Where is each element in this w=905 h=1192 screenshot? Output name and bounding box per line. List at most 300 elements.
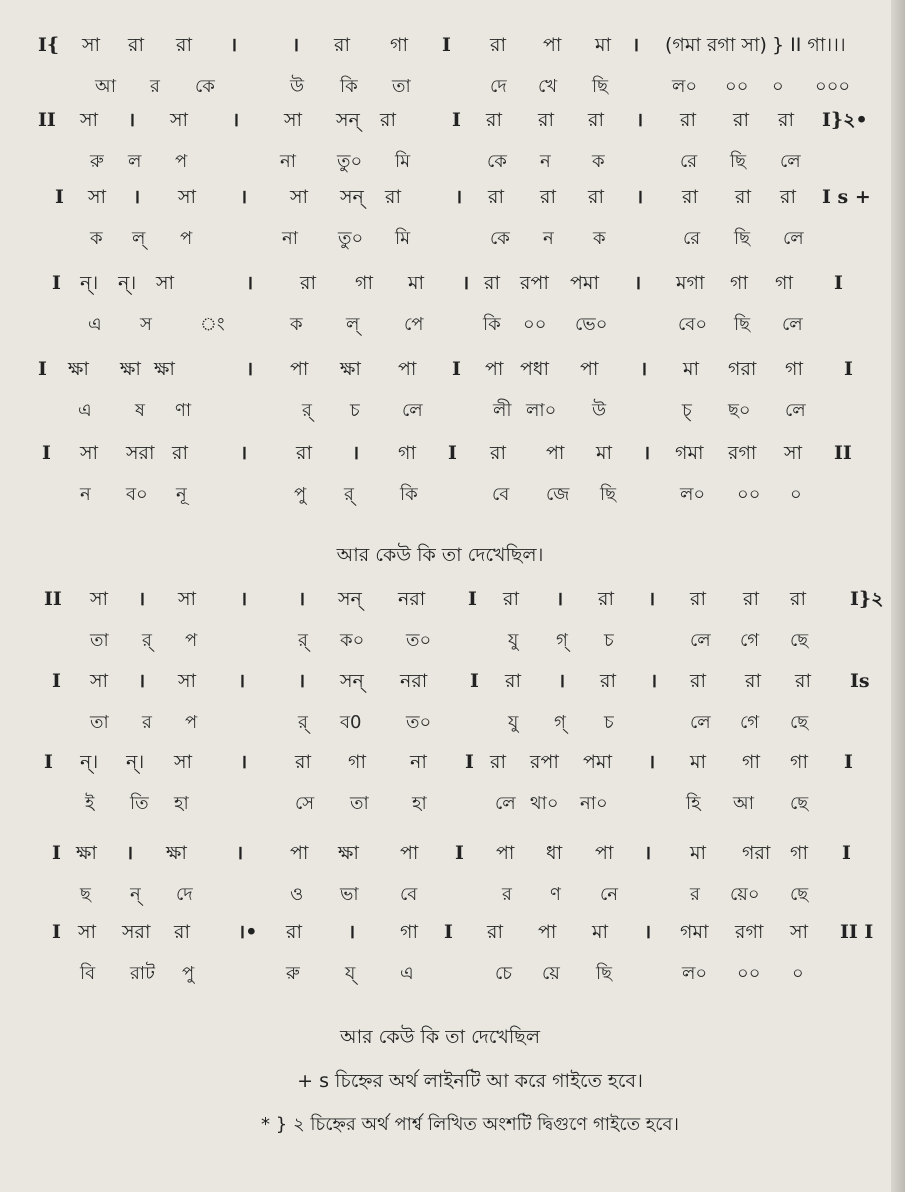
note-symbol: রা xyxy=(172,442,188,464)
note-symbol: ন্। xyxy=(126,751,145,773)
lyric-syllable: আ xyxy=(95,76,116,97)
lyric-syllable: ণ xyxy=(550,884,561,905)
bar-mark: II xyxy=(834,442,852,464)
note-symbol: সা xyxy=(790,921,809,943)
bar-mark: I xyxy=(52,670,61,692)
lyric-syllable: তু০ xyxy=(338,228,364,249)
lyric-syllable: লে xyxy=(690,712,711,733)
lyric-syllable: কি xyxy=(400,484,418,505)
lyric-syllable: এ xyxy=(88,314,102,335)
note-symbol: সা xyxy=(82,34,101,56)
lyric-syllable: পে xyxy=(404,314,424,335)
lyric-syllable: পু xyxy=(182,963,195,984)
lyric-syllable: ভে০ xyxy=(575,314,608,335)
lyric-syllable: ক xyxy=(593,228,606,249)
lyric-syllable: মি xyxy=(395,228,411,249)
note-symbol: সা xyxy=(174,751,193,773)
bar-mark: । xyxy=(648,588,656,610)
note-symbol: পা xyxy=(496,842,515,864)
lyric-syllable: রে xyxy=(683,228,701,249)
note-symbol: না xyxy=(410,751,427,773)
note-symbol: রা xyxy=(743,588,759,610)
bar-mark: I xyxy=(52,842,61,864)
lyric-syllable: চ্ xyxy=(682,400,692,421)
lyric-syllable: ছ০ xyxy=(728,400,751,421)
lyric-syllable: রু xyxy=(90,151,104,172)
lyric-row xyxy=(0,222,880,256)
note-symbol: গা xyxy=(348,751,366,773)
note-symbol: ক্ষা xyxy=(338,842,359,864)
lyric-syllable: লে xyxy=(782,314,803,335)
lyric-row xyxy=(0,878,880,912)
note-symbol: পমা xyxy=(570,272,599,294)
lyric-syllable: ০ xyxy=(790,484,802,505)
lyric-syllable: হি xyxy=(686,793,701,814)
bar-mark: I xyxy=(38,358,47,380)
lyric-syllable: ই xyxy=(85,793,95,814)
refrain-line-1: আর কেউ কি তা দেখেছিল। xyxy=(336,544,544,566)
note-symbol: রা xyxy=(488,186,504,208)
bar-mark: । xyxy=(246,358,254,380)
note-symbol: গা xyxy=(775,272,793,294)
bar-mark: I xyxy=(448,442,457,464)
bar-mark: ।• xyxy=(238,921,258,943)
note-symbol: গা xyxy=(790,842,808,864)
bar-mark: । xyxy=(643,442,651,464)
bar-mark: । xyxy=(232,109,240,131)
lyric-syllable: তা xyxy=(350,793,369,814)
lyric-syllable: ছি xyxy=(730,151,747,172)
lyric-syllable: ছি xyxy=(592,76,609,97)
lyric-syllable: লে xyxy=(690,630,711,651)
note-symbol: গা xyxy=(730,272,748,294)
note-symbol: ক্ষা xyxy=(166,842,187,864)
lyric-syllable: র্ xyxy=(142,630,152,651)
lyric-syllable: ছি xyxy=(734,314,751,335)
bar-mark: । xyxy=(138,670,146,692)
note-symbol: ন্। xyxy=(80,751,99,773)
note-symbol: রা xyxy=(295,751,311,773)
note-symbol: রা xyxy=(385,186,401,208)
lyric-syllable: লে xyxy=(785,400,806,421)
note-symbol: সা xyxy=(170,109,189,131)
note-symbol: রা xyxy=(780,186,796,208)
bar-mark: । xyxy=(133,186,141,208)
note-symbol: রা xyxy=(490,34,506,56)
note-symbol: রা xyxy=(286,921,302,943)
lyric-syllable: র্ xyxy=(302,400,312,421)
note-symbol: নরা xyxy=(398,588,426,610)
bar-mark: I s + xyxy=(822,186,871,208)
lyric-syllable: লী xyxy=(493,400,512,421)
bar-mark: । xyxy=(648,751,656,773)
lyric-syllable: খে xyxy=(538,76,558,97)
bar-mark: II xyxy=(38,109,56,131)
notation-row xyxy=(0,436,880,470)
note-symbol: সন্ xyxy=(338,588,362,610)
note-symbol: পা xyxy=(595,842,614,864)
lyric-syllable: ছে xyxy=(790,884,809,905)
lyric-syllable: প xyxy=(185,630,198,651)
bar-mark: I xyxy=(44,751,53,773)
note-symbol: রা xyxy=(486,109,502,131)
lyric-syllable: ক xyxy=(290,314,303,335)
lyric-syllable: কে xyxy=(490,228,510,249)
lyric-syllable: সে xyxy=(295,793,315,814)
bar-mark: । xyxy=(558,670,566,692)
lyric-syllable: ছি xyxy=(734,228,751,249)
note-symbol: রপা xyxy=(530,751,559,773)
lyric-syllable: ষ xyxy=(135,400,145,421)
lyric-syllable: ব0 xyxy=(340,712,362,733)
lyric-syllable: ছে xyxy=(790,712,809,733)
note-symbol: গা xyxy=(742,751,760,773)
lyric-syllable: রু xyxy=(286,963,300,984)
lyric-syllable: উ xyxy=(290,76,305,97)
note-symbol: রা xyxy=(735,186,751,208)
lyric-syllable: র্ xyxy=(298,712,308,733)
lyric-syllable: হা xyxy=(412,793,427,814)
lyric-syllable: লে xyxy=(783,228,804,249)
lyric-syllable: এ xyxy=(78,400,92,421)
bar-mark: । xyxy=(240,751,248,773)
bar-mark: I xyxy=(444,921,453,943)
lyric-syllable: না xyxy=(282,228,298,249)
lyric-syllable: য্ xyxy=(345,963,356,984)
lyric-syllable: পু xyxy=(294,484,307,505)
note-symbol: ন্। xyxy=(118,272,137,294)
notation-row xyxy=(0,664,880,698)
lyric-syllable: যু xyxy=(508,712,519,733)
lyric-syllable: কি xyxy=(483,314,501,335)
note-symbol: সন্ xyxy=(340,670,364,692)
bar-mark: । xyxy=(230,34,238,56)
lyric-syllable: রাট xyxy=(130,963,155,984)
lyric-syllable: ব০ xyxy=(126,484,148,505)
footnote-repeat: + s চিহ্নের অর্থ লাইনটি আ করে গাইতে হবে। xyxy=(297,1070,643,1092)
note-symbol: রপা xyxy=(520,272,549,294)
lyric-syllable: না xyxy=(280,151,296,172)
bar-mark: । xyxy=(462,272,470,294)
note-symbol: পধা xyxy=(520,358,550,380)
lyric-syllable: জে xyxy=(546,484,570,505)
lyric-syllable: না০ xyxy=(580,793,608,814)
note-symbol: রা xyxy=(176,34,192,56)
lyric-syllable: র্ xyxy=(344,484,354,505)
lyric-syllable: ০০০ xyxy=(815,76,851,97)
note-symbol: মা xyxy=(683,358,700,380)
note-symbol: সা xyxy=(784,442,803,464)
note-symbol: গমা xyxy=(680,921,709,943)
bar-mark: । xyxy=(640,358,648,380)
lyric-row xyxy=(0,145,880,179)
note-symbol: রা xyxy=(745,670,761,692)
lyric-syllable: রে xyxy=(680,151,698,172)
bar-mark: I xyxy=(834,272,843,294)
note-symbol: রা xyxy=(600,670,616,692)
lyric-syllable: য়ে xyxy=(542,963,560,984)
bar-mark: I xyxy=(842,842,851,864)
bar-mark: । xyxy=(236,842,244,864)
lyric-syllable: চ xyxy=(604,712,614,733)
bar-mark: II I xyxy=(840,921,874,943)
bar-mark: I xyxy=(470,670,479,692)
bar-mark: । xyxy=(292,34,300,56)
note-symbol: রা xyxy=(487,921,503,943)
lyric-syllable: কি xyxy=(340,76,358,97)
note-symbol: রা xyxy=(503,588,519,610)
note-symbol: মা xyxy=(595,34,612,56)
note-symbol: ক্ষা xyxy=(340,358,361,380)
lyric-syllable: চ xyxy=(350,400,360,421)
lyric-row xyxy=(0,706,880,740)
note-symbol: গা xyxy=(790,751,808,773)
notation-row xyxy=(0,266,880,300)
lyric-syllable: ০ xyxy=(772,76,784,97)
bar-mark: । xyxy=(348,921,356,943)
note-symbol: ক্ষা xyxy=(76,842,97,864)
note-symbol: রা xyxy=(682,186,698,208)
lyric-syllable: কে xyxy=(195,76,215,97)
note-symbol: সরা xyxy=(126,442,155,464)
lyric-syllable: চে xyxy=(495,963,513,984)
note-symbol: সন্ xyxy=(336,109,360,131)
note-symbol: পা xyxy=(485,358,504,380)
note-symbol: ধা xyxy=(546,842,563,864)
note-symbol: সা xyxy=(78,921,97,943)
lyric-syllable: ভা xyxy=(340,884,359,905)
lyric-syllable: এ xyxy=(400,963,414,984)
note-symbol: সা xyxy=(290,186,309,208)
lyric-syllable: ত০ xyxy=(406,630,432,651)
note-symbol: সা xyxy=(90,588,109,610)
lyric-syllable: বি xyxy=(80,963,96,984)
lyric-row xyxy=(0,70,880,104)
lyric-syllable: র xyxy=(142,712,152,733)
notation-row xyxy=(0,28,880,62)
bar-mark: । xyxy=(138,588,146,610)
bar-mark: । xyxy=(650,670,658,692)
note-symbol: গমা xyxy=(675,442,704,464)
lyric-syllable: প xyxy=(185,712,198,733)
note-symbol: নরা xyxy=(400,670,428,692)
notation-row xyxy=(0,180,880,214)
note-symbol: মা xyxy=(408,272,425,294)
note-symbol: রা xyxy=(490,442,506,464)
note-symbol: পা xyxy=(290,842,309,864)
lyric-row xyxy=(0,624,880,658)
lyric-syllable: ছে xyxy=(790,793,809,814)
note-symbol: রা xyxy=(334,34,350,56)
lyric-row xyxy=(0,394,880,428)
note-symbol: মগা xyxy=(676,272,705,294)
refrain-line-2: আর কেউ কি তা দেখেছিল xyxy=(340,1026,540,1048)
lyric-syllable: ছি xyxy=(600,484,617,505)
lyric-syllable: চ xyxy=(604,630,614,651)
bar-mark: । xyxy=(126,842,134,864)
lyric-syllable: লে xyxy=(495,793,516,814)
lyric-syllable: ত০ xyxy=(406,712,432,733)
note-symbol: ক্ষা xyxy=(68,358,89,380)
note-symbol: রা xyxy=(778,109,794,131)
lyric-syllable: ল্ xyxy=(346,314,360,335)
note-symbol: গরা xyxy=(742,842,771,864)
note-symbol: পা xyxy=(580,358,599,380)
lyric-syllable: যু xyxy=(508,630,519,651)
lyric-syllable: গে xyxy=(740,630,760,651)
note-symbol: সরা xyxy=(122,921,151,943)
lyric-syllable: ল০ xyxy=(672,76,698,97)
note-symbol: পমা xyxy=(583,751,612,773)
note-symbol: রা xyxy=(128,34,144,56)
bar-mark: । xyxy=(246,272,254,294)
note-symbol: রা xyxy=(538,109,554,131)
lyric-syllable: গে xyxy=(740,712,760,733)
lyric-row xyxy=(0,478,880,512)
note-symbol: সা xyxy=(178,588,197,610)
bar-mark: । xyxy=(298,670,306,692)
note-symbol: সা xyxy=(156,272,175,294)
note-symbol: সা xyxy=(80,109,99,131)
note-symbol: সা xyxy=(178,670,197,692)
bar-mark: । xyxy=(556,588,564,610)
lyric-syllable: ছে xyxy=(790,630,809,651)
bar-mark: । xyxy=(644,842,652,864)
note-symbol: রা xyxy=(588,186,604,208)
lyric-syllable: তি xyxy=(130,793,149,814)
notation-row xyxy=(0,103,880,137)
bar-mark: I xyxy=(465,751,474,773)
bar-mark: । xyxy=(636,109,644,131)
note-symbol: রা xyxy=(490,751,506,773)
note-symbol: সন্ xyxy=(340,186,364,208)
note-symbol: সা xyxy=(80,442,99,464)
lyric-syllable: প xyxy=(175,151,188,172)
lyric-syllable: য়ে০ xyxy=(730,884,760,905)
notation-row xyxy=(0,352,880,386)
note-symbol: গা xyxy=(398,442,416,464)
bar-mark: । xyxy=(455,186,463,208)
note-symbol: রা xyxy=(733,109,749,131)
lyric-syllable: ণা xyxy=(175,400,192,421)
lyric-syllable: ০০ xyxy=(523,314,547,335)
note-symbol: গা xyxy=(355,272,373,294)
lyric-syllable: ক xyxy=(90,228,103,249)
note-symbol: পা xyxy=(290,358,309,380)
lyric-syllable: র xyxy=(690,884,700,905)
note-symbol: ক্ষা xyxy=(120,358,141,380)
bar-mark: । xyxy=(240,186,248,208)
bar-mark: I xyxy=(52,921,61,943)
lyric-syllable: ০০ xyxy=(737,484,761,505)
bar-mark: I xyxy=(468,588,477,610)
bar-mark: । xyxy=(636,186,644,208)
lyric-syllable: ও xyxy=(290,884,304,905)
bar-mark: । xyxy=(632,34,640,56)
lyric-syllable: ০০ xyxy=(725,76,749,97)
lyric-syllable: স xyxy=(140,314,152,335)
lyric-syllable: ল০ xyxy=(682,963,708,984)
note-symbol: রা xyxy=(540,186,556,208)
lyric-syllable: লে xyxy=(402,400,423,421)
lyric-syllable: কে xyxy=(487,151,507,172)
bar-mark: I xyxy=(42,442,51,464)
lyric-syllable: বে০ xyxy=(678,314,708,335)
note-symbol: গা xyxy=(400,921,418,943)
lyric-syllable: হা xyxy=(174,793,189,814)
note-symbol: রা xyxy=(690,588,706,610)
note-symbol: পা xyxy=(546,442,565,464)
footnote-double: * } ২ চিহ্নের অর্থ পার্শ্ব লিখিত অংশটি দ্বিগুণে গাইতে হবে। xyxy=(261,1114,679,1135)
lyric-syllable: আ xyxy=(733,793,754,814)
lyric-syllable: ক xyxy=(592,151,605,172)
lyric-syllable: তা xyxy=(90,712,109,733)
note-symbol: ন্। xyxy=(80,272,99,294)
bar-mark: I xyxy=(844,751,853,773)
bar-mark: Is xyxy=(850,670,870,692)
lyric-syllable: নে xyxy=(600,884,619,905)
lyric-syllable: ০০ xyxy=(737,963,761,984)
lyric-syllable: ং xyxy=(200,314,225,335)
lyric-syllable: দে xyxy=(176,884,193,905)
note-symbol: গা xyxy=(390,34,408,56)
lyric-row xyxy=(0,957,880,991)
note-symbol: গরা xyxy=(728,358,757,380)
lyric-syllable: নূ xyxy=(176,484,187,505)
bar-mark: I{ xyxy=(38,34,60,56)
lyric-syllable: বে xyxy=(400,884,418,905)
note-symbol: পা xyxy=(538,921,557,943)
note-symbol: রা xyxy=(174,921,190,943)
note-symbol: সা xyxy=(90,670,109,692)
lyric-syllable: ন xyxy=(80,484,91,505)
bar-mark: । xyxy=(298,588,306,610)
note-symbol: (গমা রগা সা) xyxy=(665,34,767,56)
bar-mark: । xyxy=(240,442,248,464)
lyric-syllable: মি xyxy=(395,151,411,172)
note-symbol: রা xyxy=(505,670,521,692)
lyric-syllable: ন xyxy=(543,228,554,249)
lyric-syllable: ০ xyxy=(792,963,804,984)
lyric-row xyxy=(0,308,880,342)
lyric-syllable: ছ xyxy=(80,884,91,905)
bar-mark: I xyxy=(452,358,461,380)
lyric-syllable: ন্ xyxy=(130,884,141,905)
note-symbol: রা xyxy=(484,272,500,294)
lyric-row xyxy=(0,787,880,821)
note-symbol: রা xyxy=(598,588,614,610)
lyric-syllable: র xyxy=(150,76,160,97)
bar-mark: । xyxy=(634,272,642,294)
bar-mark: I xyxy=(844,358,853,380)
note-symbol: মা xyxy=(690,842,707,864)
lyric-syllable: ল xyxy=(128,151,142,172)
lyric-syllable: ন xyxy=(540,151,551,172)
bar-mark: I}২ xyxy=(850,588,884,610)
lyric-syllable: বে xyxy=(492,484,510,505)
bar-mark: I xyxy=(52,272,61,294)
lyric-syllable: দে xyxy=(490,76,507,97)
lyric-syllable: গ্ xyxy=(556,630,568,651)
notation-row xyxy=(0,745,880,779)
lyric-syllable: ল্ xyxy=(132,228,146,249)
note-symbol: পা xyxy=(400,842,419,864)
note-symbol: রা xyxy=(296,442,312,464)
lyric-syllable: র xyxy=(502,884,512,905)
lyric-syllable: লা০ xyxy=(526,400,557,421)
note-symbol: সা xyxy=(88,186,107,208)
lyric-syllable: প xyxy=(180,228,193,249)
